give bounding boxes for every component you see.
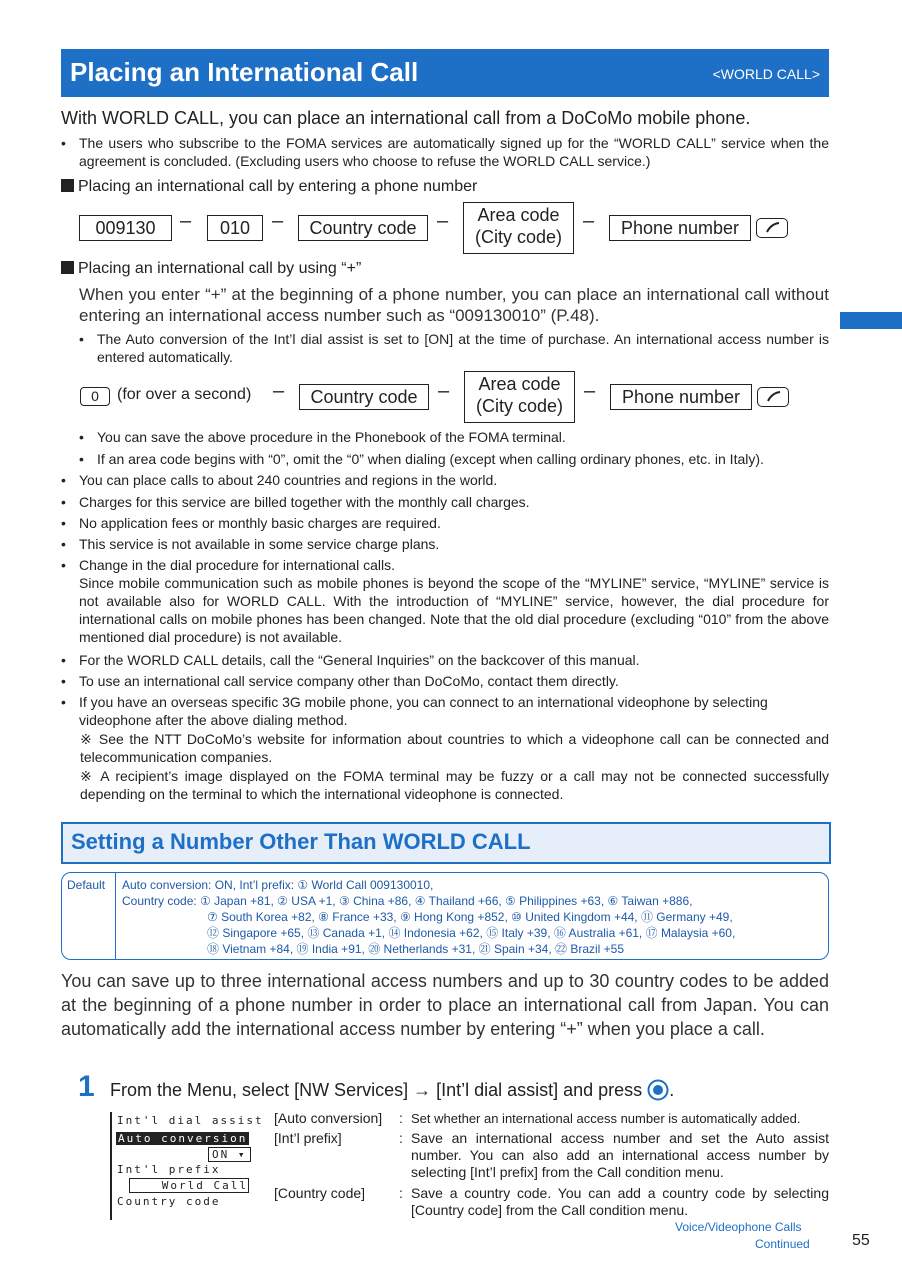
dash: –: [438, 380, 450, 402]
phone-screen: Int'l dial assist Auto conversion ON ▾ Int'l prefix World Call Country code: [110, 1112, 256, 1220]
desc-key: [Auto conversion]: [274, 1110, 383, 1126]
zero-key: 0: [80, 387, 110, 406]
dial-box-010: 010: [207, 215, 263, 241]
dash: –: [273, 380, 285, 402]
dial-box-phone-number: Phone number: [609, 215, 751, 241]
page-number: 55: [852, 1232, 870, 1249]
list-item: • If you have an overseas specific 3G mobile phone, you can connect to an international videophone by selecting videophone after the above dialing method.: [79, 693, 829, 729]
note-recipient-image: ※ A recipient’s image displayed on the FOMA terminal may be fuzzy or a call may not be connected successfully depending on the terminal to which the international videophone is connected.: [80, 768, 829, 802]
section3-body: You can save up to three international access numbers and up to 30 country codes to be added at the beginning of a phone number in order to place an international call from Japan. You can automatically add the international access number by entering “+” when you place a call.: [61, 971, 829, 1039]
section2-text: When you enter “+” at the beginning of a phone number, you can place an international call without entering an international access number such as “009130010” (P.48).: [79, 285, 829, 325]
desc-key: [Country code]: [274, 1185, 366, 1201]
section2-heading: Placing an international call by using “+”: [61, 260, 361, 278]
desc-value: Save an international access number and set the Auto assist number. You can also add an international access number by selecting [Int’l prefix] from the Call condition menu.: [411, 1130, 829, 1180]
section3-title: Setting a Number Other Than WORLD CALL: [71, 829, 531, 854]
dash: –: [583, 210, 595, 232]
list-item: • You can save the above procedure in the Phonebook of the FOMA terminal.: [97, 428, 566, 446]
list-item: • For the WORLD CALL details, call the “General Inquiries” on the backcover of this manual.: [79, 651, 640, 669]
list-item: • You can place calls to about 240 countries and regions in the world.: [79, 471, 497, 489]
footer-continued: Continued: [755, 1237, 810, 1251]
default-line: Country code: ① Japan +81, ② USA +1, ③ China +86, ④ Thailand +66, ⑤ Philippines +63, ⑥ Taiwan +886,: [122, 894, 693, 908]
list-item: • To use an international call service company other than DoCoMo, contact them directly.: [79, 672, 619, 690]
page-header: [61, 49, 829, 97]
list-item: • This service is not available in some service charge plans.: [79, 535, 439, 553]
selected-item: Auto conversion: [118, 1132, 248, 1145]
default-line: ⑦ South Korea +82, ⑧ France +33, ⑨ Hong Kong +852, ⑩ United Kingdom +44, ⑪ Germany +49,: [207, 910, 733, 924]
call-key-icon: [757, 387, 789, 407]
dial-box-009130: 009130: [79, 215, 172, 241]
section1-heading: Placing an international call by entering a phone number: [61, 178, 477, 196]
desc-value: Save a country code. You can add a country code by selecting [Country code] from the Call condition menu.: [411, 1185, 829, 1218]
step-number: 1: [78, 1070, 95, 1103]
dash: –: [437, 210, 449, 232]
list-item: • If an area code begins with “0”, omit the “0” when dialing (except when calling ordinary phones, etc. in Italy).: [97, 450, 764, 468]
page-title: Placing an International Call: [70, 57, 419, 87]
list-item: • No application fees or monthly basic charges are required.: [79, 514, 441, 532]
zero-key-label: (for over a second): [117, 386, 252, 403]
call-key-icon: [756, 218, 788, 238]
header-tag: <WORLD CALL>: [712, 66, 820, 82]
dash: –: [180, 210, 192, 232]
default-label: Default: [67, 878, 106, 892]
default-line: Auto conversion: ON, Int’l prefix: ① World Call 009130010,: [122, 878, 434, 892]
list-item: • Change in the dial procedure for international calls.: [79, 556, 395, 574]
section-tab-marker: [840, 312, 902, 329]
section2-note: • The Auto conversion of the Int’l dial assist is set to [ON] at the time of purchase. An international access number is entered automatically.: [97, 330, 829, 366]
default-line: ⑱ Vietnam +84, ⑲ India +91, ⑳ Netherlands +31, ㉑ Spain +34, ㉒ Brazil +55: [207, 942, 625, 956]
dash: –: [272, 210, 284, 232]
dial-box-country-code: Country code: [298, 215, 428, 241]
center-key-icon: [647, 1079, 669, 1101]
desc-key: [Int’l prefix]: [274, 1130, 342, 1146]
dial-box-country-code: Country code: [299, 384, 429, 410]
dial-box-area-code: Area code (City code): [464, 371, 575, 423]
dial-box-area-code: Area code (City code): [463, 202, 574, 254]
default-settings-box: [61, 872, 829, 960]
desc-value: Set whether an international access number is automatically added.: [411, 1111, 801, 1126]
intro-note: • The users who subscribe to the FOMA services are automatically signed up for the “WORLD CALL” service when the agreement is concluded. (Excluding users who choose to refuse the WORLD CALL service.): [61, 135, 829, 169]
list-item: • Charges for this service are billed together with the monthly call charges.: [79, 493, 530, 511]
dash: –: [584, 380, 596, 402]
dial-box-phone-number: Phone number: [610, 384, 752, 410]
footer-section: Voice/Videophone Calls: [675, 1220, 802, 1234]
note-website: ※ See the NTT DoCoMo’s website for information about countries to which a videophone call can be connected and telecommunication companies.: [80, 731, 829, 765]
default-line: ⑫ Singapore +65, ⑬ Canada +1, ⑭ Indonesia +62, ⑮ Italy +39, ⑯ Australia +61, ⑰ Malaysia +60,: [207, 926, 736, 940]
step-text: From the Menu, select [NW Services] → [Int’l dial assist] and press .: [110, 1080, 675, 1100]
section3-header: [61, 822, 831, 864]
dropdown-on: ON ▾: [208, 1147, 251, 1162]
intro-text: With WORLD CALL, you can place an international call from a DoCoMo mobile phone.: [61, 108, 751, 128]
myline-text: Since mobile communication such as mobile phones is beyond the scope of the “MYLINE” service, “MYLINE” service is not available also for WORLD CALL. With the introduction of “MYLINE” service, however, the dial procedure for international calls on mobile phones has been changed. Note that the old dial procedure (excluding “010” from the above mentioned dial procedure) is not available.: [79, 575, 829, 645]
